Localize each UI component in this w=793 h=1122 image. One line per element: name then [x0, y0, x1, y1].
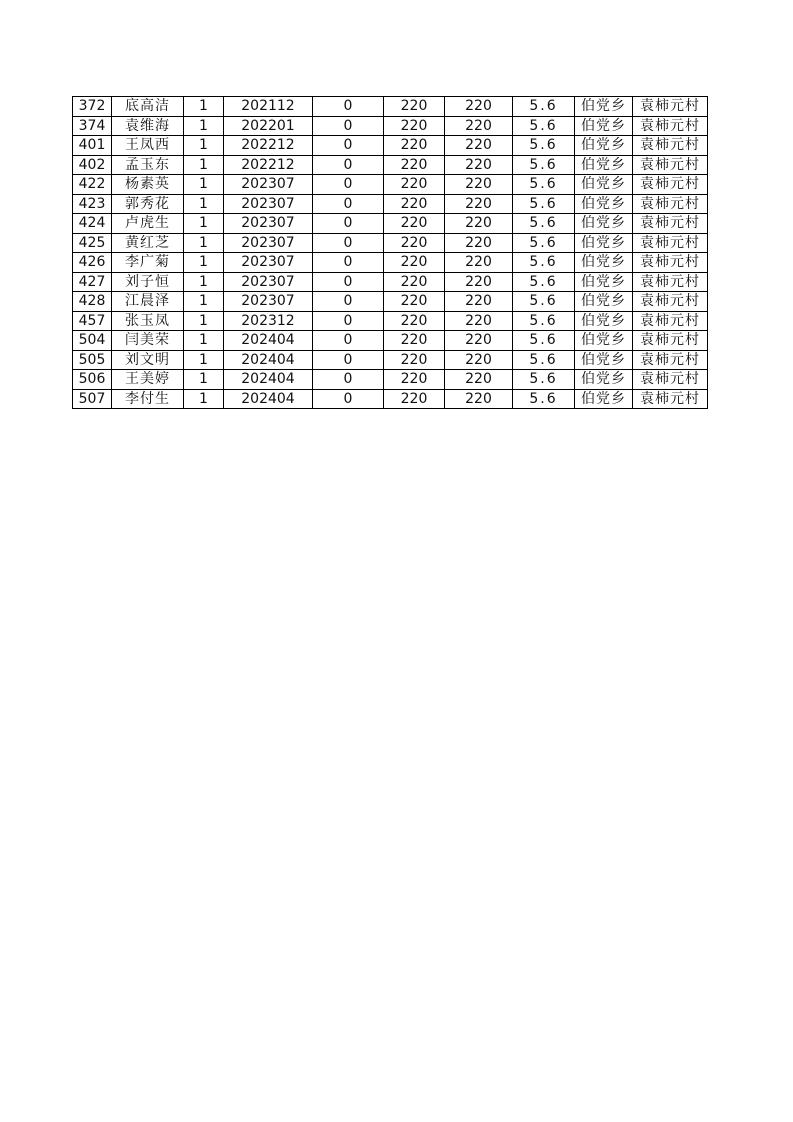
- township-cell: 伯党乡: [575, 272, 633, 292]
- amount-cell: 220: [384, 194, 445, 214]
- village-cell: 袁柿元村: [633, 389, 708, 409]
- total-cell: 220: [445, 253, 513, 273]
- record-number-cell: 374: [73, 116, 112, 136]
- amount-cell: 220: [384, 331, 445, 351]
- record-number-cell: 372: [73, 97, 112, 117]
- amount-cell: 220: [384, 389, 445, 409]
- total-cell: 220: [445, 97, 513, 117]
- person-name-cell: 闫美荣: [112, 331, 184, 351]
- table-row: [73, 370, 708, 390]
- start-month-cell: 202212: [224, 155, 313, 175]
- standard-cell: 5.6: [513, 136, 575, 156]
- record-number-cell: 507: [73, 389, 112, 409]
- standard-cell: 5.6: [513, 253, 575, 273]
- table-row: [73, 116, 708, 136]
- start-month-cell: 202307: [224, 214, 313, 234]
- total-cell: 220: [445, 214, 513, 234]
- table-row: [73, 389, 708, 409]
- record-number-cell: 423: [73, 194, 112, 214]
- table-row: [73, 175, 708, 195]
- total-cell: 220: [445, 136, 513, 156]
- village-cell: 袁柿元村: [633, 97, 708, 117]
- start-month-cell: 202404: [224, 350, 313, 370]
- township-cell: 伯党乡: [575, 370, 633, 390]
- total-cell: 220: [445, 389, 513, 409]
- person-name-cell: 刘文明: [112, 350, 184, 370]
- person-name-cell: 李广菊: [112, 253, 184, 273]
- zero-value-cell: 0: [313, 389, 384, 409]
- village-cell: 袁柿元村: [633, 253, 708, 273]
- zero-value-cell: 0: [313, 214, 384, 234]
- household-count-cell: 1: [184, 194, 224, 214]
- table-row: [73, 253, 708, 273]
- village-cell: 袁柿元村: [633, 155, 708, 175]
- record-number-cell: 505: [73, 350, 112, 370]
- standard-cell: 5.6: [513, 97, 575, 117]
- roster-body: [73, 97, 708, 409]
- person-name-cell: 刘子恒: [112, 272, 184, 292]
- start-month-cell: 202404: [224, 389, 313, 409]
- amount-cell: 220: [384, 116, 445, 136]
- village-cell: 袁柿元村: [633, 175, 708, 195]
- zero-value-cell: 0: [313, 155, 384, 175]
- total-cell: 220: [445, 116, 513, 136]
- standard-cell: 5.6: [513, 272, 575, 292]
- township-cell: 伯党乡: [575, 233, 633, 253]
- table-row: [73, 194, 708, 214]
- household-count-cell: 1: [184, 389, 224, 409]
- standard-cell: 5.6: [513, 389, 575, 409]
- amount-cell: 220: [384, 253, 445, 273]
- start-month-cell: 202307: [224, 194, 313, 214]
- person-name-cell: 孟玉东: [112, 155, 184, 175]
- total-cell: 220: [445, 233, 513, 253]
- household-count-cell: 1: [184, 233, 224, 253]
- amount-cell: 220: [384, 136, 445, 156]
- record-number-cell: 402: [73, 155, 112, 175]
- township-cell: 伯党乡: [575, 194, 633, 214]
- township-cell: 伯党乡: [575, 253, 633, 273]
- amount-cell: 220: [384, 233, 445, 253]
- standard-cell: 5.6: [513, 292, 575, 312]
- zero-value-cell: 0: [313, 292, 384, 312]
- zero-value-cell: 0: [313, 272, 384, 292]
- amount-cell: 220: [384, 350, 445, 370]
- table-row: [73, 311, 708, 331]
- table-row: [73, 233, 708, 253]
- amount-cell: 220: [384, 214, 445, 234]
- record-number-cell: 428: [73, 292, 112, 312]
- person-name-cell: 江晨泽: [112, 292, 184, 312]
- table-row: [73, 292, 708, 312]
- record-number-cell: 422: [73, 175, 112, 195]
- person-name-cell: 杨素英: [112, 175, 184, 195]
- standard-cell: 5.6: [513, 194, 575, 214]
- village-cell: 袁柿元村: [633, 311, 708, 331]
- person-name-cell: 底高洁: [112, 97, 184, 117]
- township-cell: 伯党乡: [575, 292, 633, 312]
- zero-value-cell: 0: [313, 97, 384, 117]
- start-month-cell: 202212: [224, 136, 313, 156]
- total-cell: 220: [445, 175, 513, 195]
- township-cell: 伯党乡: [575, 214, 633, 234]
- table-row: [73, 136, 708, 156]
- standard-cell: 5.6: [513, 350, 575, 370]
- start-month-cell: 202201: [224, 116, 313, 136]
- table-row: [73, 350, 708, 370]
- record-number-cell: 401: [73, 136, 112, 156]
- township-cell: 伯党乡: [575, 311, 633, 331]
- township-cell: 伯党乡: [575, 389, 633, 409]
- village-cell: 袁柿元村: [633, 292, 708, 312]
- township-cell: 伯党乡: [575, 116, 633, 136]
- village-cell: 袁柿元村: [633, 116, 708, 136]
- start-month-cell: 202404: [224, 370, 313, 390]
- zero-value-cell: 0: [313, 331, 384, 351]
- start-month-cell: 202312: [224, 311, 313, 331]
- person-name-cell: 黄红芝: [112, 233, 184, 253]
- start-month-cell: 202307: [224, 233, 313, 253]
- township-cell: 伯党乡: [575, 155, 633, 175]
- township-cell: 伯党乡: [575, 175, 633, 195]
- standard-cell: 5.6: [513, 155, 575, 175]
- household-count-cell: 1: [184, 175, 224, 195]
- person-name-cell: 袁维海: [112, 116, 184, 136]
- person-name-cell: 王凤西: [112, 136, 184, 156]
- total-cell: 220: [445, 331, 513, 351]
- amount-cell: 220: [384, 311, 445, 331]
- household-count-cell: 1: [184, 370, 224, 390]
- total-cell: 220: [445, 350, 513, 370]
- township-cell: 伯党乡: [575, 331, 633, 351]
- household-count-cell: 1: [184, 155, 224, 175]
- total-cell: 220: [445, 155, 513, 175]
- zero-value-cell: 0: [313, 350, 384, 370]
- start-month-cell: 202112: [224, 97, 313, 117]
- village-cell: 袁柿元村: [633, 194, 708, 214]
- person-name-cell: 张玉凤: [112, 311, 184, 331]
- record-number-cell: 425: [73, 233, 112, 253]
- record-number-cell: 457: [73, 311, 112, 331]
- record-number-cell: 427: [73, 272, 112, 292]
- amount-cell: 220: [384, 155, 445, 175]
- start-month-cell: 202307: [224, 272, 313, 292]
- zero-value-cell: 0: [313, 311, 384, 331]
- zero-value-cell: 0: [313, 175, 384, 195]
- zero-value-cell: 0: [313, 233, 384, 253]
- village-cell: 袁柿元村: [633, 331, 708, 351]
- household-count-cell: 1: [184, 311, 224, 331]
- household-count-cell: 1: [184, 292, 224, 312]
- total-cell: 220: [445, 370, 513, 390]
- person-name-cell: 郭秀花: [112, 194, 184, 214]
- record-number-cell: 424: [73, 214, 112, 234]
- village-cell: 袁柿元村: [633, 136, 708, 156]
- table-row: [73, 155, 708, 175]
- household-count-cell: 1: [184, 136, 224, 156]
- village-cell: 袁柿元村: [633, 370, 708, 390]
- amount-cell: 220: [384, 97, 445, 117]
- township-cell: 伯党乡: [575, 136, 633, 156]
- household-count-cell: 1: [184, 272, 224, 292]
- start-month-cell: 202307: [224, 292, 313, 312]
- village-cell: 袁柿元村: [633, 350, 708, 370]
- table-row: [73, 272, 708, 292]
- person-name-cell: 王美婷: [112, 370, 184, 390]
- township-cell: 伯党乡: [575, 97, 633, 117]
- start-month-cell: 202307: [224, 253, 313, 273]
- household-count-cell: 1: [184, 253, 224, 273]
- table-row: [73, 331, 708, 351]
- amount-cell: 220: [384, 292, 445, 312]
- standard-cell: 5.6: [513, 233, 575, 253]
- village-cell: 袁柿元村: [633, 272, 708, 292]
- household-count-cell: 1: [184, 331, 224, 351]
- standard-cell: 5.6: [513, 331, 575, 351]
- village-cell: 袁柿元村: [633, 233, 708, 253]
- roster-table: [72, 96, 708, 409]
- total-cell: 220: [445, 194, 513, 214]
- record-number-cell: 426: [73, 253, 112, 273]
- table-row: [73, 97, 708, 117]
- standard-cell: 5.6: [513, 116, 575, 136]
- standard-cell: 5.6: [513, 214, 575, 234]
- person-name-cell: 卢虎生: [112, 214, 184, 234]
- start-month-cell: 202307: [224, 175, 313, 195]
- amount-cell: 220: [384, 370, 445, 390]
- household-count-cell: 1: [184, 214, 224, 234]
- zero-value-cell: 0: [313, 116, 384, 136]
- table-row: [73, 214, 708, 234]
- standard-cell: 5.6: [513, 370, 575, 390]
- total-cell: 220: [445, 292, 513, 312]
- total-cell: 220: [445, 272, 513, 292]
- standard-cell: 5.6: [513, 311, 575, 331]
- village-cell: 袁柿元村: [633, 214, 708, 234]
- person-name-cell: 李付生: [112, 389, 184, 409]
- start-month-cell: 202404: [224, 331, 313, 351]
- total-cell: 220: [445, 311, 513, 331]
- zero-value-cell: 0: [313, 253, 384, 273]
- household-count-cell: 1: [184, 97, 224, 117]
- amount-cell: 220: [384, 175, 445, 195]
- zero-value-cell: 0: [313, 370, 384, 390]
- household-count-cell: 1: [184, 116, 224, 136]
- zero-value-cell: 0: [313, 194, 384, 214]
- standard-cell: 5.6: [513, 175, 575, 195]
- record-number-cell: 504: [73, 331, 112, 351]
- record-number-cell: 506: [73, 370, 112, 390]
- amount-cell: 220: [384, 272, 445, 292]
- township-cell: 伯党乡: [575, 350, 633, 370]
- household-count-cell: 1: [184, 350, 224, 370]
- zero-value-cell: 0: [313, 136, 384, 156]
